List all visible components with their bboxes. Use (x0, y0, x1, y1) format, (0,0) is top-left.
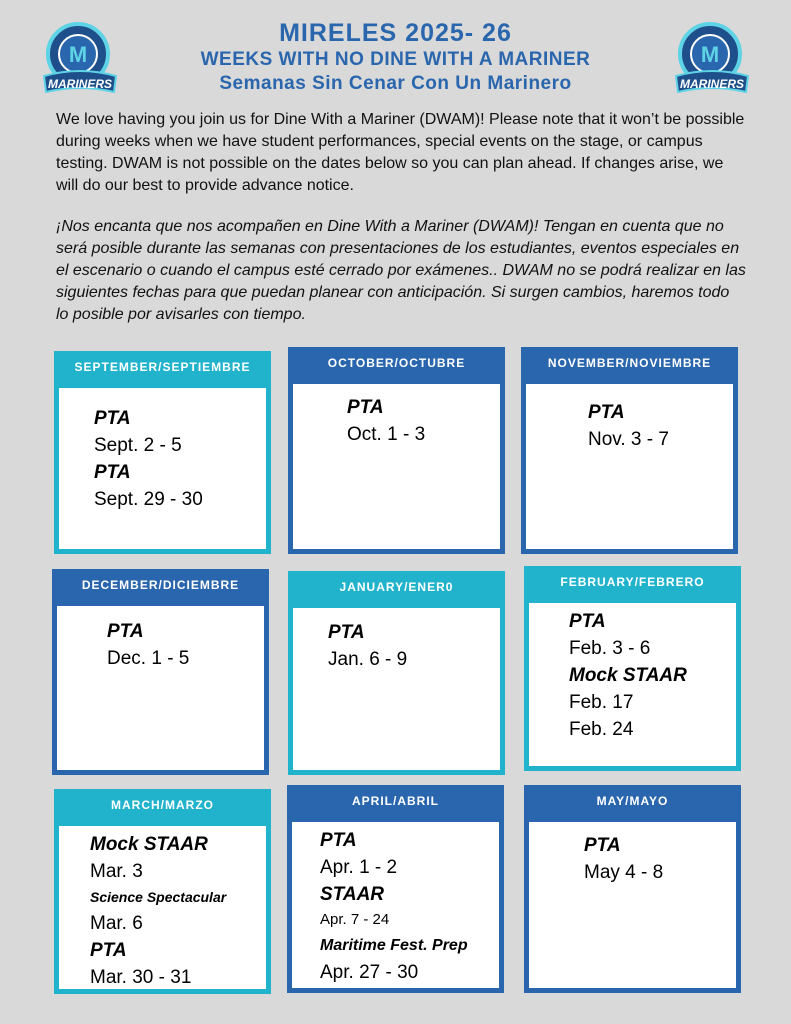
event-label: Mock STAAR (90, 834, 208, 855)
card-header: JANUARY/ENER0 (339, 580, 454, 594)
card-body (293, 384, 500, 549)
card-header: DECEMBER/DICIEMBRE (81, 578, 240, 592)
event-label: PTA (320, 830, 357, 851)
event-dates: Apr. 27 - 30 (320, 962, 419, 983)
svg-text:M: M (68, 42, 88, 67)
card-header: NOVEMBER/NOVIEMBRE (547, 356, 712, 370)
intro-english: We love having you join us for Dine With a Mariner (DWAM)! Please note that it won’t be possible during weeks when we have student performances, special events on the stage, or campus testing. DWAM is not possible on the dates below so you can plan ahead. If changes arise, we will do our best to provide advance notice. (56, 111, 745, 194)
card-body (292, 822, 499, 988)
event-label: PTA (90, 940, 127, 961)
event-dates: Apr. 1 - 2 (320, 857, 398, 878)
card-september (54, 351, 271, 554)
event-dates: Dec. 1 - 5 (107, 648, 190, 669)
page-title: MIRELES 2025- 26 (279, 19, 512, 47)
event-label: PTA (328, 622, 365, 643)
card-body (529, 603, 736, 766)
card-march (54, 789, 271, 994)
event-label: PTA (584, 835, 621, 856)
svg-text:MARINERS: MARINERS (47, 77, 113, 91)
card-header: MARCH/MARZO (111, 798, 214, 812)
svg-text:M: M (700, 42, 720, 67)
svg-text:MARINERS: MARINERS (679, 77, 745, 91)
card-november (521, 347, 738, 554)
event-label: STAAR (320, 884, 385, 905)
event-dates: May 4 - 8 (584, 862, 664, 883)
event-dates: Feb. 17 (569, 692, 634, 713)
event-label: Mock STAAR (569, 665, 687, 686)
card-body (293, 608, 500, 770)
event-label: PTA (94, 408, 131, 429)
event-label: PTA (347, 397, 384, 418)
event-label: PTA (588, 402, 625, 423)
card-february (524, 566, 741, 771)
event-dates: Jan. 6 - 9 (328, 649, 408, 670)
event-dates: Sept. 2 - 5 (94, 435, 182, 456)
event-dates: Feb. 3 - 6 (569, 638, 651, 659)
event-label: PTA (107, 621, 144, 642)
card-april (287, 785, 504, 993)
card-body (57, 606, 264, 770)
event-dates: Nov. 3 - 7 (588, 429, 669, 450)
card-december (52, 569, 269, 775)
event-dates: Feb. 24 (569, 719, 634, 740)
card-may (524, 785, 741, 993)
event-dates: Mar. 6 (90, 913, 143, 934)
event-label: PTA (569, 611, 606, 632)
card-header: FEBRUARY/FEBRERO (560, 575, 705, 589)
card-october (288, 347, 505, 554)
intro-spanish: ¡Nos encanta que nos acompañen en Dine With a Mariner (DWAM)! Tengan en cuenta que no será posible durante las semanas con presentaciones de los estudiantes, eventos especiales en el escenario o cuando el campus esté cerrado por exámenes.. DWAM no se podrá realizar en las siguientes fechas para que puedan planear con anticipación. Si surgen cambios, haremos todo lo posible por avisarles con tiempo. (56, 218, 746, 323)
card-january (288, 571, 505, 775)
event-dates: Sept. 29 - 30 (94, 489, 203, 510)
event-dates: Apr. 7 - 24 (320, 911, 390, 928)
card-header: OCTOBER/OCTUBRE (327, 356, 466, 370)
card-header: MAY/MAYO (596, 794, 669, 808)
card-header: APRIL/ABRIL (352, 794, 439, 808)
card-body (526, 384, 733, 549)
page-subtitle: WEEKS WITH NO DINE WITH A MARINER (200, 49, 591, 70)
event-dates: Mar. 3 (90, 861, 143, 882)
card-body (529, 822, 736, 988)
event-dates: Oct. 1 - 3 (347, 424, 426, 445)
event-label: Science Spectacular (90, 889, 227, 905)
event-dates: Mar. 30 - 31 (90, 967, 192, 988)
event-label: PTA (94, 462, 131, 483)
page-subtitle-spanish: Semanas Sin Cenar Con Un Marinero (219, 73, 572, 94)
event-label: Maritime Fest. Prep (320, 937, 468, 954)
card-header: SEPTEMBER/SEPTIEMBRE (74, 360, 251, 374)
page-header (0, 18, 791, 96)
card-body (59, 826, 266, 989)
card-body (59, 388, 266, 549)
